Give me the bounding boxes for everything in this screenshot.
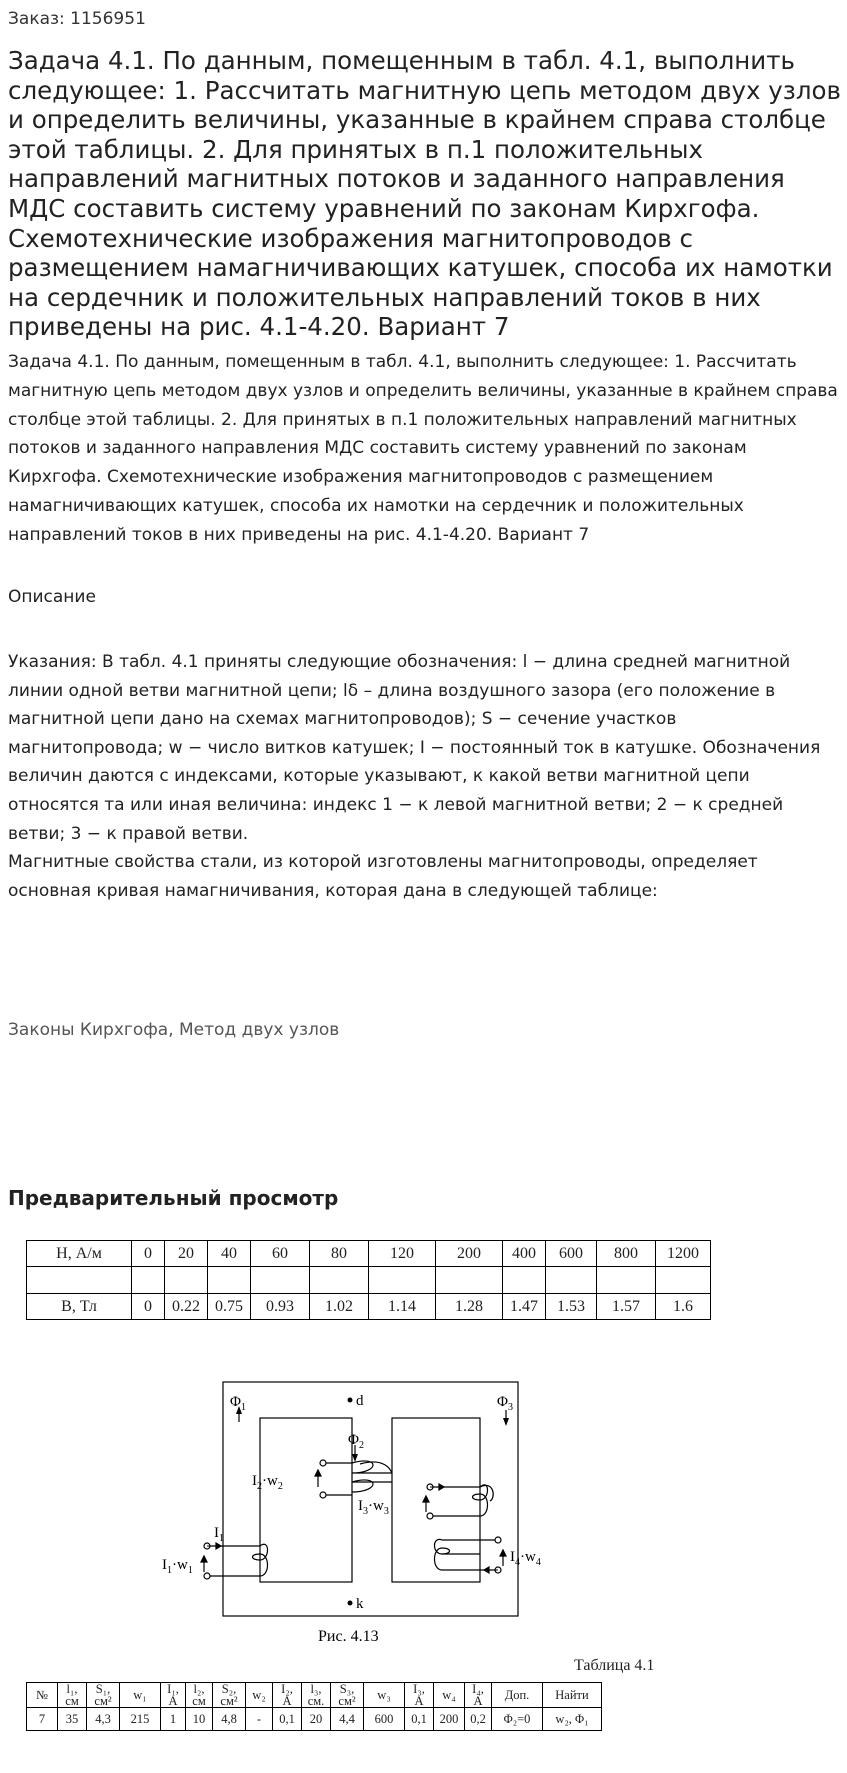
- table-cell: 1.47: [503, 1294, 546, 1320]
- page-title: Задача 4.1. По данным, помещенным в табл. 4.1, выполнить следующее: 1. Рассчитать магнитную цепь методом двух узлов и определить величины, указанные в крайнем справа столбце этой таблицы. 2. Для принятых в п.1 положительных направлений магнитных потоков и заданного направления МДС составить систему уравнений по законам Кирхгофа. Схемотехнические изображения магнитопроводов с размещением намагничивающих катушек, способа их намотки на сердечник и положительных направлений токов в них приведены на рис. 4.1-4.20. Вариант 7: [8, 46, 841, 342]
- table-header-cell: w₃: [364, 1683, 405, 1708]
- section-label-description: Описание: [8, 587, 96, 607]
- table-header-cell: S₂, см²: [213, 1683, 246, 1708]
- table-cell: 215: [120, 1708, 161, 1731]
- label-node-d: d: [356, 1393, 364, 1409]
- table-cell: 0,1: [405, 1708, 434, 1731]
- table-cell: 120: [369, 1241, 436, 1267]
- table-header-cell: w₂: [246, 1683, 273, 1708]
- table-cell: -: [246, 1708, 273, 1731]
- table-header-cell: Доп.: [492, 1683, 543, 1708]
- instructions-line-3: Магнитные свойства стали, из которой изготовлены магнитопроводы, определяет основная кривая намагничивания, которая дана в следующей таблице:: [8, 852, 758, 901]
- table-cell: 200: [436, 1241, 503, 1267]
- table-cell: 60: [251, 1241, 310, 1267]
- table-cell: 1.6: [656, 1294, 711, 1320]
- table-row: [27, 1241, 711, 1267]
- table-cell: 0.93: [251, 1294, 310, 1320]
- table-cell: 1.53: [546, 1294, 597, 1320]
- table-cell: 80: [310, 1241, 369, 1267]
- label-phi3: $\Phi_3$: [497, 1394, 513, 1413]
- label-i2w2: $I_2\cdot w_2$: [252, 1473, 283, 1492]
- table-cell: 600: [364, 1708, 405, 1731]
- coil-w3: [423, 1484, 493, 1519]
- table-cell: 7: [27, 1708, 58, 1731]
- task-description: Задача 4.1. По данным, помещенным в табл. 4.1, выполнить следующее: 1. Рассчитать магнитную цепь методом двух узлов и определить величины, указанные в крайнем справа столбце этой таблицы. 2. Для принятых в п.1 положительных направлений магнитных потоков и заданного направления МДС составить систему уравнений по законам Кирхгофа. Схемотехнические изображения магнитопроводов с размещением намагничивающих катушек, способа их намотки на сердечник и положительных направлений токов в них приведены на рис. 4.1-4.20. Вариант 7: [8, 352, 838, 545]
- table-cell: 1.57: [597, 1294, 656, 1320]
- instructions: [8, 648, 843, 905]
- instructions-line-2: магнитопровода; w − число витков катушек; I − постоянный ток в катушке. Обозначения величин даются с индексами, которые указывают, к какой ветви магнитной цепи относятся та или иная величина: индекс 1 − к левой магнитной ветви; 2 − к средней ветви; 3 − к правой ветви.: [8, 737, 821, 844]
- table-header-cell: l₁, см: [58, 1683, 87, 1708]
- table-header-cell: I₁, А: [161, 1683, 186, 1708]
- table-cell: 0.22: [165, 1294, 208, 1320]
- order-number: Заказ: 1156951: [8, 9, 146, 29]
- table-row: [27, 1683, 602, 1708]
- table-cell: 40: [208, 1241, 251, 1267]
- table-cell: 0.75: [208, 1294, 251, 1320]
- table-cell: Φ₂=0: [492, 1708, 543, 1731]
- preview-heading: Предварительный просмотр: [8, 1186, 339, 1210]
- table-cell: 1: [161, 1708, 186, 1731]
- table-cell: 0,1: [273, 1708, 302, 1731]
- node-k-dot: [348, 1601, 353, 1606]
- table-row: [27, 1708, 602, 1731]
- table-cell: 800: [597, 1241, 656, 1267]
- table-cell: 400: [503, 1241, 546, 1267]
- core-window-right: [392, 1418, 480, 1582]
- label-i1: $I_1$: [214, 1525, 224, 1544]
- table-cell: 0: [132, 1241, 165, 1267]
- coil-w4: [435, 1537, 507, 1573]
- table-cell: 4,4: [331, 1708, 364, 1731]
- table-header-cell: I₃, А: [405, 1683, 434, 1708]
- table-header-cell: I₄, А: [465, 1683, 492, 1708]
- table-cell: 1.28: [436, 1294, 503, 1320]
- table-cell: 1.02: [310, 1294, 369, 1320]
- tag-separator: ,: [168, 1020, 179, 1040]
- core-window-left: [260, 1418, 352, 1582]
- table-row: [27, 1267, 711, 1294]
- table-cell: 20: [165, 1241, 208, 1267]
- table-cell: 200: [434, 1708, 465, 1731]
- magnetic-circuit-figure: [150, 1370, 550, 1655]
- table-header-cell: w₄: [434, 1683, 465, 1708]
- table-header-cell: I₂, А: [273, 1683, 302, 1708]
- table-cell: 600: [546, 1241, 597, 1267]
- label-node-k: k: [356, 1596, 364, 1612]
- table-header-cell: Найти: [543, 1683, 602, 1708]
- node-d-dot: [348, 1398, 353, 1403]
- table-cell: 4,8: [213, 1708, 246, 1731]
- table-header-cell: S₁, см²: [87, 1683, 120, 1708]
- variant-table: [26, 1682, 602, 1731]
- magnetic-circuit-drawing: [150, 1370, 550, 1655]
- table-cell: 0,2: [465, 1708, 492, 1731]
- table-header-cell: l₃, см.: [302, 1683, 331, 1708]
- table-header-cell: S₃, см²: [331, 1683, 364, 1708]
- table-header-cell: l₂, см: [186, 1683, 213, 1708]
- table-cell: 10: [186, 1708, 213, 1731]
- table-cell: w₂, Φ₁: [543, 1708, 602, 1731]
- table-cell: 0: [132, 1294, 165, 1320]
- figure-caption: Рис. 4.13: [318, 1628, 379, 1645]
- label-i4w4: $I_4\cdot w_4$: [510, 1549, 541, 1568]
- table-cell: 1.14: [369, 1294, 436, 1320]
- label-i3w3: $I_3\cdot w_3$: [358, 1498, 389, 1517]
- table-cell: 4,3: [87, 1708, 120, 1731]
- table-cell: 1200: [656, 1241, 711, 1267]
- table-row: [27, 1294, 711, 1320]
- tag-list: [8, 1020, 339, 1040]
- label-phi2: $\Phi_2$: [348, 1432, 364, 1451]
- magnetization-table: [26, 1240, 711, 1320]
- table41-caption: Таблица 4.1: [574, 1657, 655, 1674]
- h-label: H, А/м: [27, 1241, 132, 1267]
- table-header-cell: №: [27, 1683, 58, 1708]
- tag-two-node-method[interactable]: Метод двух узлов: [179, 1020, 340, 1040]
- b-label: B, Тл: [27, 1294, 132, 1320]
- label-phi1: $\Phi_1$: [230, 1394, 246, 1413]
- instructions-line-1: Указания: В табл. 4.1 приняты следующие обозначения: l − длина средней магнитной линии одной ветви магнитной цепи; lδ – длина воздушного зазора (его положение в магнитной цепи дано на схемах магнитопроводов); S − сечение участков: [8, 652, 791, 730]
- label-i1w1: $I_1\cdot w_1$: [162, 1557, 193, 1576]
- coil-w2: [315, 1460, 392, 1498]
- table-header-cell: w₁: [120, 1683, 161, 1708]
- tag-kirchhoff[interactable]: Законы Кирхгофа: [8, 1020, 169, 1040]
- table-cell: 35: [58, 1708, 87, 1731]
- table-cell: 20: [302, 1708, 331, 1731]
- coil-w1: [201, 1543, 268, 1579]
